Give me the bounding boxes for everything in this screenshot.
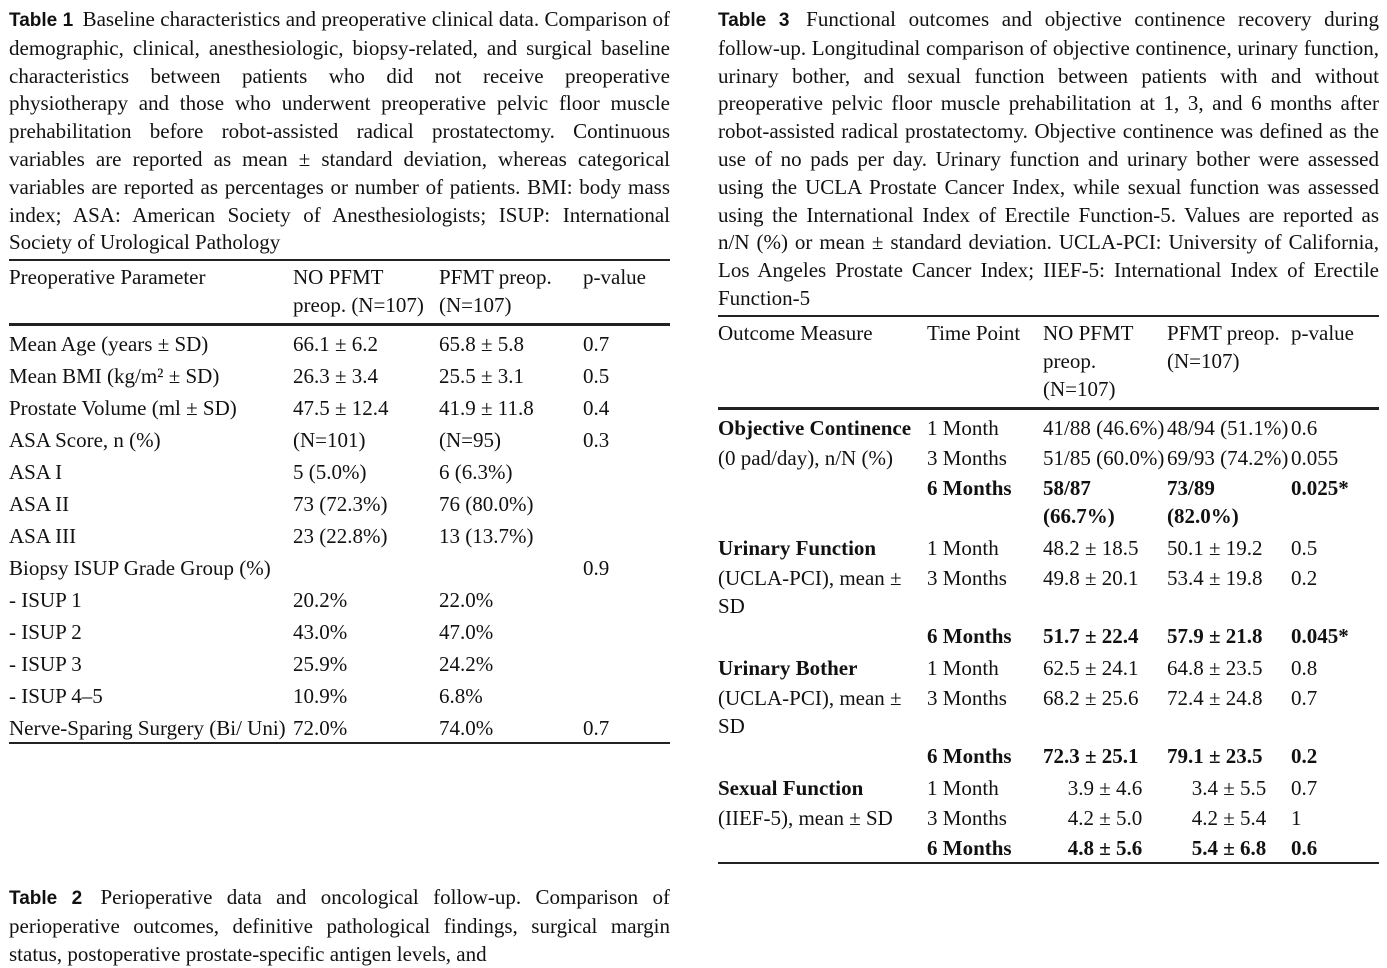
table1-cell-no-pfmt: 66.1 ± 6.2 xyxy=(293,332,379,357)
table1-cell-parameter: Mean BMI (kg/m² ± SD) xyxy=(9,364,220,389)
table3-cell-pfmt: 73/89 (82.0%) xyxy=(1167,475,1239,528)
table1-cell-parameter: - ISUP 4–5 xyxy=(9,684,103,709)
table-row xyxy=(718,832,1379,863)
table-row xyxy=(718,472,1379,530)
table3-group-name: Objective Continence xyxy=(718,415,912,440)
table1-cell-pfmt: 65.8 ± 5.8 xyxy=(439,332,525,357)
table1-cell-no-pfmt: (N=101) xyxy=(293,428,366,453)
table3-cell-no-pfmt: 72.3 ± 25.1 xyxy=(1043,743,1139,768)
table1-cell-parameter: ASA III xyxy=(9,524,77,549)
table1-cell-parameter: Prostate Volume (ml ± SD) xyxy=(9,396,237,421)
table1-cell-parameter: Biopsy ISUP Grade Group (%) xyxy=(9,556,271,581)
table3-body xyxy=(718,408,1379,863)
table3-cell-pvalue: 1 xyxy=(1291,805,1302,830)
table3-cell-pvalue: 0.5 xyxy=(1291,535,1318,560)
table3-cell-no-pfmt: 41/88 (46.6%) xyxy=(1043,415,1165,440)
table2-caption xyxy=(9,884,670,968)
table3-cell-time: 1 Month xyxy=(927,535,999,560)
table1-cell-pvalue: 0.4 xyxy=(583,396,610,421)
table3-cell-time: 6 Months xyxy=(927,475,1012,500)
table1-cell-parameter: Nerve-Sparing Surgery (Bi/ Uni) xyxy=(9,716,286,741)
table3-cell-time: 1 Month xyxy=(927,655,999,680)
right-column xyxy=(718,6,1379,864)
table3-header-no-pfmt: NO PFMT preop. (N=107) xyxy=(1043,320,1134,401)
table3-cell-no-pfmt: 51.7 ± 22.4 xyxy=(1043,623,1139,648)
table1-header-pvalue: p-value xyxy=(583,265,646,290)
table1-cell-parameter: ASA I xyxy=(9,460,63,485)
table3-cell-time: 1 Month xyxy=(927,775,999,800)
table3-group-name: Sexual Function xyxy=(718,775,864,800)
table1-label: Table 1 xyxy=(9,10,74,31)
table3-group-desc: (IIEF-5), mean ± SD xyxy=(718,805,893,830)
table1-cell-parameter: ASA Score, n (%) xyxy=(9,428,161,453)
table1-cell-parameter: - ISUP 2 xyxy=(9,620,82,645)
table2-caption-text: Perioperative data and oncological follow-up. Comparison of perioperative outcomes, definitive pathological findings, surgical margin status, postoperative prostate-specific antigen levels, and xyxy=(9,885,670,966)
table3-cell-pvalue: 0.045* xyxy=(1291,623,1349,648)
table1-cell-pfmt: 13 (13.7%) xyxy=(439,524,534,549)
table-row xyxy=(9,582,670,614)
table3-cell-pfmt: 4.2 ± 5.4 xyxy=(1191,805,1267,830)
table-row xyxy=(718,770,1379,802)
table1-cell-pvalue xyxy=(583,486,670,518)
table3-cell-pfmt: 5.4 ± 6.8 xyxy=(1191,835,1267,860)
table-row xyxy=(9,390,670,422)
table2-label: Table 2 xyxy=(9,888,83,909)
table3-cell-time: 6 Months xyxy=(927,623,1012,648)
table3-cell-time: 1 Month xyxy=(927,415,999,440)
table-row xyxy=(718,408,1379,442)
table1-cell-pvalue: 0.9 xyxy=(583,556,610,581)
table-row xyxy=(9,325,670,359)
table3-cell-empty xyxy=(718,832,927,863)
table1 xyxy=(9,259,670,744)
table-row xyxy=(718,530,1379,562)
table3-cell-pvalue: 0.025* xyxy=(1291,475,1349,500)
table3-cell-pfmt: 53.4 ± 19.8 xyxy=(1167,565,1263,590)
table3-cell-pfmt: 48/94 (51.1%) xyxy=(1167,415,1289,440)
table1-cell-pfmt: 76 (80.0%) xyxy=(439,492,534,517)
table1-cell-pvalue xyxy=(583,454,670,486)
table-row xyxy=(9,486,670,518)
table3-cell-pvalue: 0.2 xyxy=(1291,743,1318,768)
table3-cell-time: 3 Months xyxy=(927,445,1007,470)
table3-cell-pfmt: 72.4 ± 24.8 xyxy=(1167,685,1263,710)
table1-cell-pfmt xyxy=(439,550,583,582)
table-row xyxy=(9,678,670,710)
table3-cell-no-pfmt: 4.8 ± 5.6 xyxy=(1067,835,1143,860)
table3-header-pvalue: p-value xyxy=(1291,320,1354,345)
table1-cell-pvalue: 0.5 xyxy=(583,364,610,389)
table3-cell-pfmt: 50.1 ± 19.2 xyxy=(1167,535,1263,560)
table1-cell-no-pfmt xyxy=(293,550,439,582)
table3-cell-pfmt: 69/93 (74.2%) xyxy=(1167,445,1289,470)
table1-cell-no-pfmt: 10.9% xyxy=(293,684,348,709)
table1-cell-no-pfmt: 26.3 ± 3.4 xyxy=(293,364,379,389)
table1-cell-no-pfmt: 73 (72.3%) xyxy=(293,492,388,517)
table1-cell-pvalue: 0.7 xyxy=(583,332,610,357)
table-row xyxy=(718,740,1379,770)
table1-cell-no-pfmt: 23 (22.8%) xyxy=(293,524,388,549)
table1-cell-parameter: - ISUP 1 xyxy=(9,588,82,613)
table1-cell-pvalue: 0.7 xyxy=(583,716,610,741)
table1-body xyxy=(9,325,670,744)
table1-cell-pfmt: 22.0% xyxy=(439,588,494,613)
table3-group-name: Urinary Bother xyxy=(718,655,858,680)
table3-cell-pvalue: 0.2 xyxy=(1291,565,1318,590)
table1-cell-pfmt: 74.0% xyxy=(439,716,494,741)
table3-cell-time: 6 Months xyxy=(927,743,1012,768)
table3-cell-time: 6 Months xyxy=(927,835,1012,860)
table3-cell-pvalue: 0.6 xyxy=(1291,415,1318,440)
table1-cell-pvalue xyxy=(583,582,670,614)
table3-cell-time: 3 Months xyxy=(927,685,1007,710)
table-row xyxy=(9,550,670,582)
table1-cell-pvalue: 0.3 xyxy=(583,428,610,453)
table3-cell-time: 3 Months xyxy=(927,805,1007,830)
table3-cell-pvalue: 0.8 xyxy=(1291,655,1318,680)
table-row xyxy=(9,358,670,390)
table3-cell-pvalue: 0.7 xyxy=(1291,775,1318,800)
table3-label: Table 3 xyxy=(718,10,790,31)
table1-cell-pfmt: 47.0% xyxy=(439,620,494,645)
table1-cell-no-pfmt: 72.0% xyxy=(293,716,348,741)
table1-cell-pfmt: 24.2% xyxy=(439,652,494,677)
table-row xyxy=(9,454,670,486)
table1-header-parameter: Preoperative Parameter xyxy=(9,265,206,290)
table3-group-desc: (0 pad/day), n/N (%) xyxy=(718,445,893,470)
table3-cell-no-pfmt: 48.2 ± 18.5 xyxy=(1043,535,1139,560)
table3-header-outcome: Outcome Measure xyxy=(718,320,873,345)
table3-cell-no-pfmt: 62.5 ± 24.1 xyxy=(1043,655,1139,680)
table3-cell-empty xyxy=(718,620,927,650)
table1-cell-pvalue xyxy=(583,646,670,678)
table3-cell-no-pfmt: 49.8 ± 20.1 xyxy=(1043,565,1139,590)
table1-cell-no-pfmt: 43.0% xyxy=(293,620,348,645)
table-row xyxy=(718,650,1379,682)
table-row xyxy=(9,422,670,454)
table-row xyxy=(9,646,670,678)
table3-header-time: Time Point xyxy=(927,320,1021,345)
left-column xyxy=(9,6,670,744)
table1-cell-pvalue xyxy=(583,678,670,710)
table3-cell-no-pfmt: 58/87 (66.7%) xyxy=(1043,475,1115,528)
table1-cell-pfmt: (N=95) xyxy=(439,428,501,453)
table-row xyxy=(9,518,670,550)
table3-group-desc: (UCLA-PCI), mean ± SD xyxy=(718,565,902,618)
table3-cell-time: 3 Months xyxy=(927,565,1007,590)
table1-cell-pfmt: 6.8% xyxy=(439,684,483,709)
table3-cell-pfmt: 79.1 ± 23.5 xyxy=(1167,743,1263,768)
table1-cell-no-pfmt: 47.5 ± 12.4 xyxy=(293,396,389,421)
table3-cell-empty xyxy=(718,472,927,530)
table3-cell-pfmt: 64.8 ± 23.5 xyxy=(1167,655,1263,680)
table-row xyxy=(9,710,670,743)
table1-cell-pfmt: 41.9 ± 11.8 xyxy=(439,396,534,421)
table3-cell-empty xyxy=(718,740,927,770)
table3-caption xyxy=(718,6,1379,313)
table-row xyxy=(9,614,670,646)
table3 xyxy=(718,315,1379,864)
table1-header-row xyxy=(9,260,670,325)
table-row xyxy=(718,562,1379,620)
table1-cell-parameter: Mean Age (years ± SD) xyxy=(9,332,209,357)
table1-cell-no-pfmt: 5 (5.0%) xyxy=(293,460,367,485)
table-row xyxy=(718,802,1379,832)
table3-cell-no-pfmt: 68.2 ± 25.6 xyxy=(1043,685,1139,710)
table1-cell-no-pfmt: 20.2% xyxy=(293,588,348,613)
table2-caption-block xyxy=(9,884,670,968)
table1-cell-parameter: ASA II xyxy=(9,492,70,517)
table1-header-pfmt: PFMT preop. (N=107) xyxy=(439,265,552,318)
table-row xyxy=(718,682,1379,740)
table-row xyxy=(718,442,1379,472)
table1-cell-no-pfmt: 25.9% xyxy=(293,652,348,677)
table-row xyxy=(718,620,1379,650)
table3-cell-pfmt: 3.4 ± 5.5 xyxy=(1191,775,1267,800)
table1-cell-pvalue xyxy=(583,518,670,550)
table1-cell-parameter: - ISUP 3 xyxy=(9,652,82,677)
table3-caption-text: Functional outcomes and objective continence recovery during follow-up. Longitudinal comparison of objective continence, urinary function, urinary bother, and sexual function between patients with and without preoperative pelvic floor muscle prehabilitation at 1, 3, and 6 months after robot-assisted radical prostatectomy. Objective continence was defined as the use of no pads per day. Urinary function and urinary bother were assessed using the UCLA Prostate Cancer Index, while sexual function was assessed using the International Index of Erectile Function-5. Values are reported as n/N (%) or mean ± standard deviation. UCLA-PCI: University of California, Los Angeles Prostate Cancer Index; IIEF-5: International Index of Erectile Function-5 xyxy=(718,7,1379,310)
table1-header-no-pfmt: NO PFMT preop. (N=107) xyxy=(293,265,424,318)
table1-caption-text: Baseline characteristics and preoperative clinical data. Comparison of demographic, clinical, anesthesiologic, biopsy-related, and surgical baseline characteristics between patients who did not receive preoperative physiotherapy and those who underwent preoperative pelvic floor muscle prehabilitation before robot-assisted radical prostatectomy. Continuous variables are reported as mean ± standard deviation, whereas categorical variables are reported as percentages or number of patients. BMI: body mass index; ASA: American Society of Anesthesiologists; ISUP: International Society of Urological Pathology xyxy=(9,7,670,255)
table1-cell-pvalue xyxy=(583,614,670,646)
table3-header-pfmt: PFMT preop. (N=107) xyxy=(1167,320,1280,373)
table3-cell-no-pfmt: 4.2 ± 5.0 xyxy=(1067,805,1143,830)
table1-cell-pfmt: 25.5 ± 3.1 xyxy=(439,364,525,389)
table3-cell-pvalue: 0.7 xyxy=(1291,685,1318,710)
table3-group-name: Urinary Function xyxy=(718,535,877,560)
table3-header-row xyxy=(718,316,1379,409)
table3-cell-pfmt: 57.9 ± 21.8 xyxy=(1167,623,1263,648)
table3-cell-no-pfmt: 3.9 ± 4.6 xyxy=(1067,775,1143,800)
table3-group-desc: (UCLA-PCI), mean ± SD xyxy=(718,685,902,738)
table3-cell-no-pfmt: 51/85 (60.0%) xyxy=(1043,445,1165,470)
table1-cell-pfmt: 6 (6.3%) xyxy=(439,460,513,485)
table3-cell-pvalue: 0.6 xyxy=(1291,835,1318,860)
table3-cell-pvalue: 0.055 xyxy=(1291,445,1339,470)
table1-caption xyxy=(9,6,670,257)
